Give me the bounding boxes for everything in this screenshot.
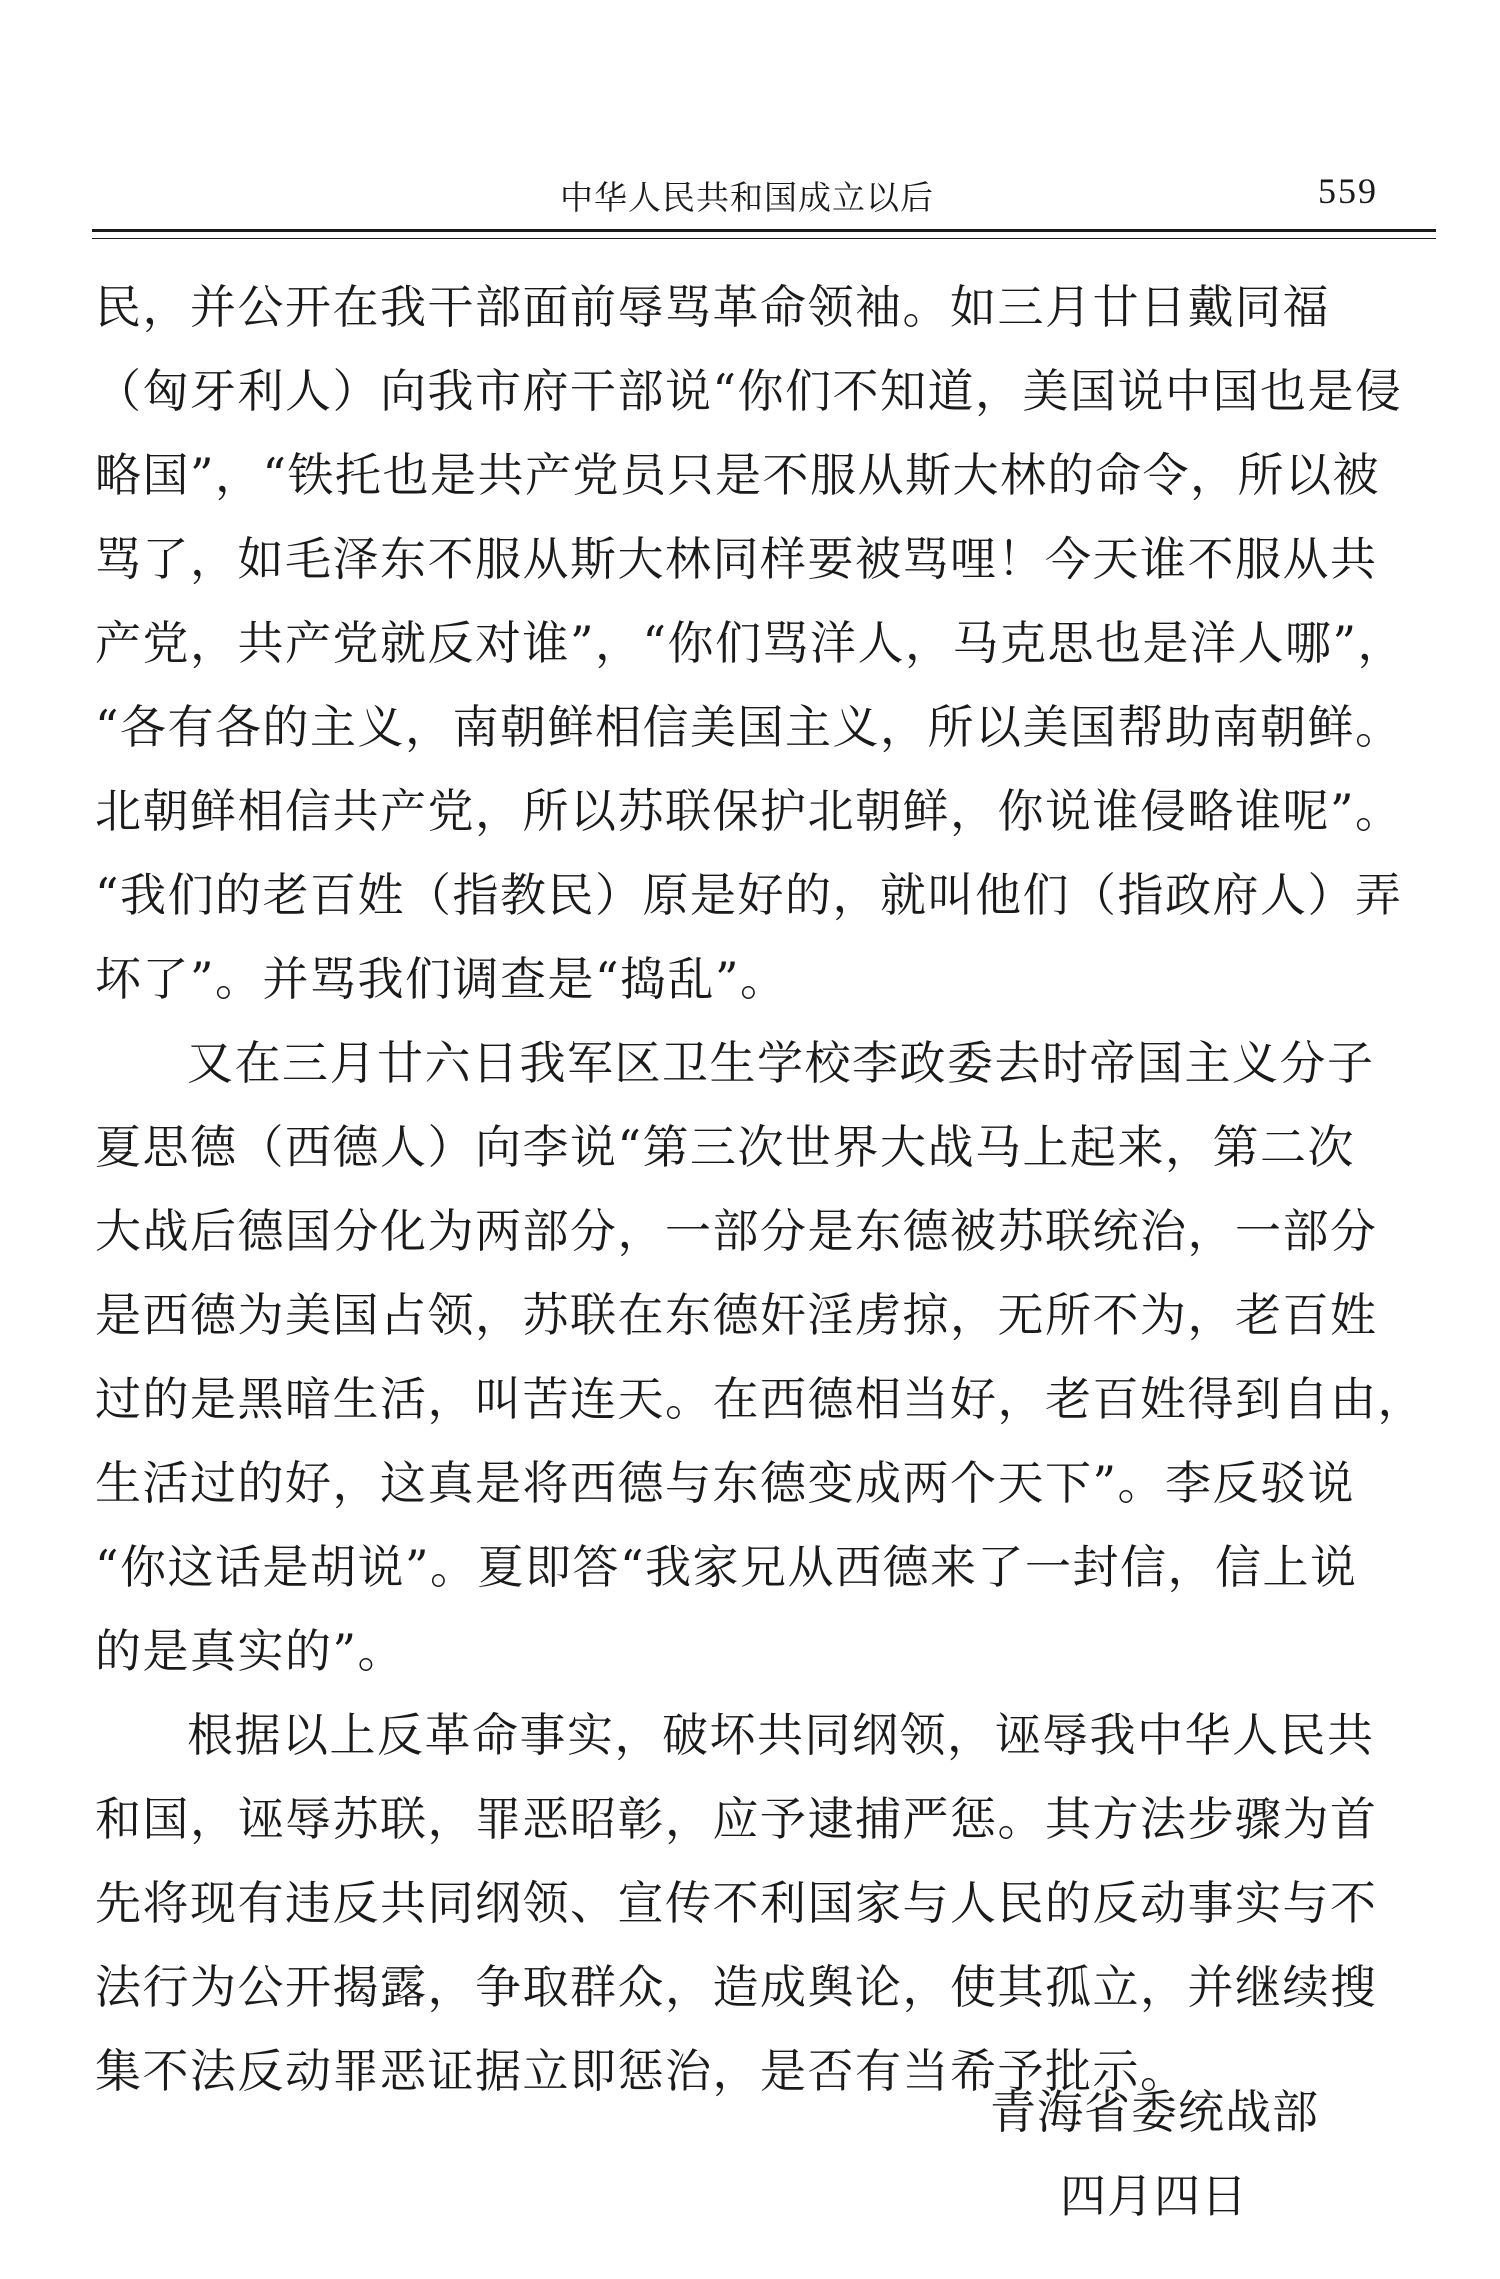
text-line: “我们的老百姓（指教民）原是好的，就叫他们（指政府人）弄 xyxy=(95,868,1403,922)
signature-organization: 青海省委统战部 xyxy=(990,2085,1319,2139)
signature-date: 四月四日 xyxy=(1060,2169,1248,2223)
signature-block xyxy=(990,2070,1319,2238)
text-line: 法行为公开揭露，争取群众，造成舆论，使其孤立，并继续搜 xyxy=(95,1960,1378,2014)
text-line: 集不法反动罪恶证据立即惩治，是否有当希予批示。 xyxy=(95,2044,1188,2098)
text-line: 先将现有违反共同纲领、宣传不利国家与人民的反动事实与不 xyxy=(95,1876,1378,1930)
text-line: （匈牙利人）向我市府干部说“你们不知道，美国说中国也是侵 xyxy=(95,364,1403,418)
text-line: 和国，诬辱苏联，罪恶昭彰，应予逮捕严惩。其方法步骤为首 xyxy=(95,1792,1378,1846)
running-head-title: 中华人民共和国成立以后 xyxy=(560,178,934,217)
text-line: 产党，共产党就反对谁”，“你们骂洋人，马克思也是洋人哪”， xyxy=(95,616,1406,670)
text-line: 大战后德国分化为两部分，一部分是东德被苏联统治，一部分 xyxy=(95,1204,1378,1258)
header-rule-thin xyxy=(92,238,1436,239)
text-line: “你这话是胡说”。夏即答“我家兄从西德来了一封信，信上说 xyxy=(95,1540,1358,1594)
text-line: 生活过的好，这真是将西德与东德变成两个天下”。李反驳说 xyxy=(95,1456,1356,1510)
text-line: 的是真实的”。 xyxy=(95,1624,406,1678)
body-text xyxy=(95,265,1435,2113)
text-line: 北朝鲜相信共产党，所以苏联保护北朝鲜，你说谁侵略谁呢”。 xyxy=(95,784,1403,838)
text-line: 略国”，“铁托也是共产党员只是不服从斯大林的命令，所以被 xyxy=(95,448,1381,502)
text-line: “各有各的主义，南朝鲜相信美国主义，所以美国帮助南朝鲜。 xyxy=(95,700,1403,754)
text-line: 是西德为美国占领，苏联在东德奸淫虏掠，无所不为，老百姓 xyxy=(95,1288,1378,1342)
text-line: 坏了”。并骂我们调查是“捣乱”。 xyxy=(95,952,788,1006)
text-line-paragraph-start: 又在三月廿六日我军区卫生学校李政委去时帝国主义分子 xyxy=(187,1036,1375,1090)
text-line-paragraph-start: 根据以上反革命事实，破坏共同纲领，诬辱我中华人民共 xyxy=(187,1708,1375,1762)
page-number: 559 xyxy=(1318,171,1378,211)
text-line: 民，并公开在我干部面前辱骂革命领袖。如三月廿日戴同福 xyxy=(95,280,1330,334)
header-rule-thick xyxy=(92,229,1436,232)
text-line: 骂了，如毛泽东不服从斯大林同样要被骂哩！今天谁不服从共 xyxy=(95,532,1378,586)
text-line: 夏思德（西德人）向李说“第三次世界大战马上起来，第二次 xyxy=(95,1120,1356,1174)
text-line: 过的是黑暗生活，叫苦连天。在西德相当好，老百姓得到自由， xyxy=(95,1372,1425,1426)
